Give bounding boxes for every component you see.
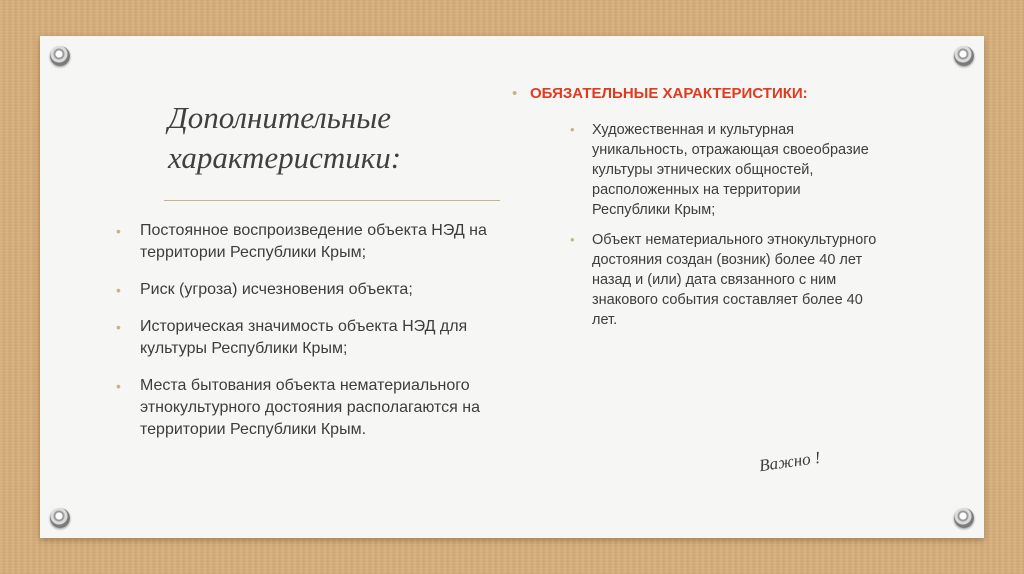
bullet-icon: • [570,232,575,247]
list-item: • Постоянное воспроизведение объекта НЭД на территории Республики Крым; [116,222,487,261]
bullet-icon: • [116,319,121,335]
title-line-1: Дополнительные [168,100,391,135]
title-line-2: характеристики: [168,140,402,175]
important-note: Важно ! [757,447,822,476]
list-item: • Места бытования объекта нематериального этнокультурного достояния располагаются на территории Республики Крым. [116,377,481,438]
list-item: • Историческая значимость объекта НЭД для культуры Республики Крым; [116,318,468,357]
bullet-icon: • [116,282,121,298]
bullet-icon: • [116,378,121,394]
list-item: • Риск (угроза) исчезновения объекта; [140,279,510,301]
bullet-icon: • [570,122,575,137]
mandatory-characteristics-list [570,120,882,340]
slide-card [40,36,984,538]
rivet-icon [50,46,70,66]
additional-characteristics-list [116,220,510,456]
bullet-icon: • [512,85,518,102]
rivet-icon [954,46,974,66]
title-divider [164,200,500,201]
list-item: • Объект нематериального этнокультурного достояния создан (возник) более 40 лет назад и (или) дата связанного с ним знакового события составляет более 40 лет. [570,232,877,328]
bullet-icon: • [116,223,121,239]
rivet-icon [954,508,974,528]
rivet-icon [50,508,70,528]
slide-title [168,98,498,178]
list-item: • Художественная и культурная уникальность, отражающая своеобразие культуры этнических общностей, расположенных на территории Республики Крым; [570,122,869,218]
mandatory-characteristics-heading: • ОБЯЗАТЕЛЬНЫЕ ХАРАКТЕРИСТИКИ: [512,85,808,102]
